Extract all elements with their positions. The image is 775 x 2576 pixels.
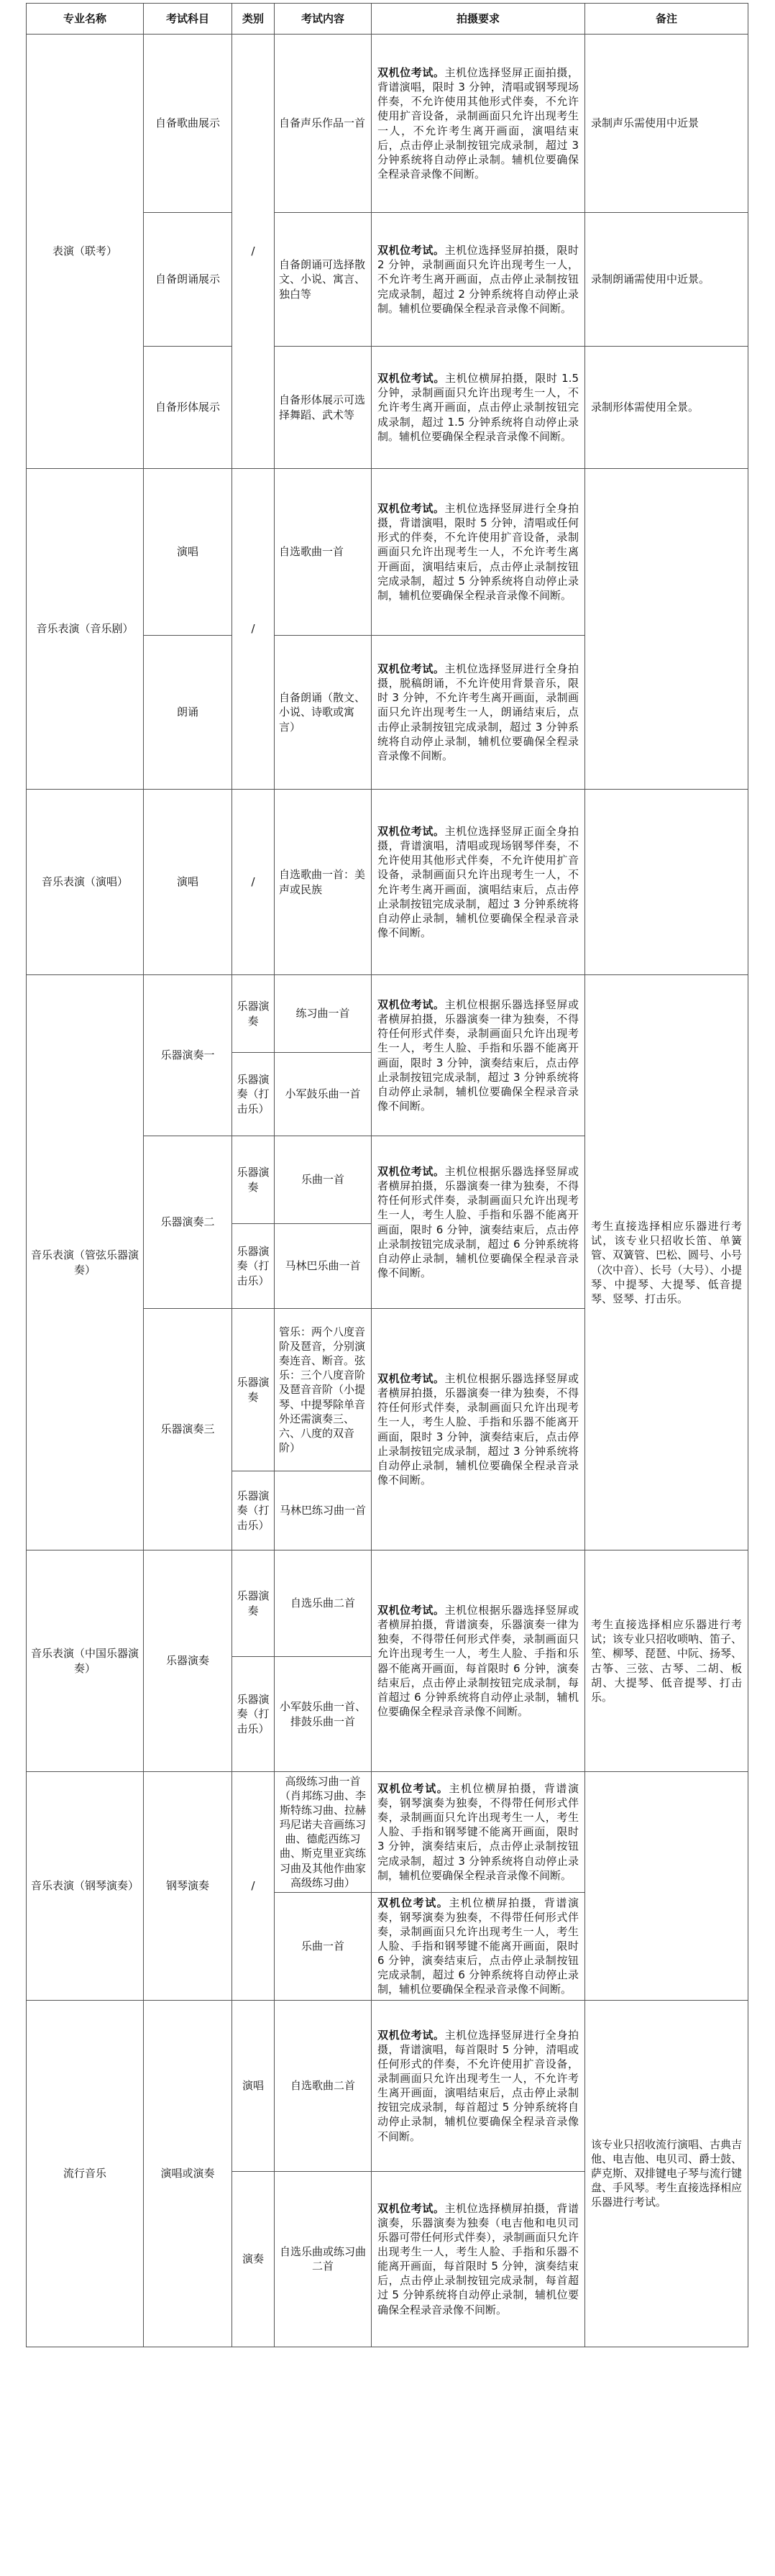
note-cell: 该专业只招收流行演唱、古典吉他、电吉他、电贝司、爵士鼓、萨克斯、双排键电子琴与流行键盘、手风琴。考生直接选择相应乐器进行考试。 — [585, 2000, 748, 2347]
table-row — [27, 35, 748, 213]
content-cell: 马林巴练习曲一首 — [275, 1471, 372, 1550]
requirements-text: 主机位选择竖屏进行全身拍摄，脱稿朗诵，不允许使用背景音乐，限时 3 分钟，不允许考生离开画面，录制画面只允许出现考生一人，朗诵结束后，点击停止录制按钮完成录制，超过 3 分钟系统将自动停止录制，辅机位要确保全程录音录像不间断。 — [377, 662, 579, 762]
dual-camera-tag: 双机位考试。 — [377, 662, 445, 676]
requirements-cell — [372, 975, 585, 1136]
major-cell: 音乐表演（管弦乐器演奏） — [27, 975, 144, 1550]
category-cell: 演唱 — [232, 2000, 275, 2171]
content-cell: 自选歌曲一首：美声或民族 — [275, 790, 372, 975]
subject-cell: 自备歌曲展示 — [144, 35, 232, 213]
content-cell: 自选歌曲二首 — [275, 2000, 372, 2171]
note-cell: 录制朗诵需使用中近景。 — [585, 213, 748, 347]
note-cell: 录制形体需使用全景。 — [585, 347, 748, 469]
requirements-cell — [372, 636, 585, 790]
requirements-text: 主机位横屏拍摄，背谱演奏，钢琴演奏为独奏，不得带任何形式伴奏，录制画面只允许出现考生一人，考生人脸、手指和钢琴键不能离开画面，限时 6 分钟，演奏结束后，点击停止录制按钮完成录制，超过 6 分钟系统将自动停止录制，辅机位要确保全程录音录像不间断。 — [377, 1896, 579, 1996]
content-cell: 乐曲一首 — [275, 1892, 372, 2000]
requirements-text: 主机位根据乐器选择竖屏或者横屏拍摄，乐器演奏一律为独奏，不得符任何形式伴奏，录制画面只允许出现考生一人，考生人脸、手指和乐器不能离开画面，限时 3 分钟，演奏结束后，点击停止录制按钮完成录制，超过 3 分钟系统将自动停止录制，辅机位要确保全程录音录像不间断。 — [377, 998, 579, 1113]
table-row — [27, 1550, 748, 1657]
header-subject: 考试科目 — [144, 4, 232, 35]
requirements-cell — [372, 1309, 585, 1550]
requirements-text: 主机位选择竖屏拍摄，限时 2 分钟，录制画面只允许出现考生一人，不允许考生离开画面，点击停止录制按钮完成录制，超过 2 分钟系统将自动停止录制。辅机位要确保全程录音录像不间断。 — [377, 244, 579, 315]
major-cell: 表演（联考） — [27, 35, 144, 469]
note-cell: 录制声乐需使用中近景 — [585, 35, 748, 213]
subject-cell: 乐器演奏二 — [144, 1136, 232, 1309]
content-cell: 马林巴乐曲一首 — [275, 1224, 372, 1309]
requirements-cell — [372, 1892, 585, 2000]
category-cell: 乐器演奏（打击乐） — [232, 1657, 275, 1772]
subject-cell: 乐器演奏三 — [144, 1309, 232, 1550]
major-cell: 音乐表演（音乐剧） — [27, 469, 144, 790]
requirements-text: 主机位选择竖屏正面全身拍摄，背谱演唱，清唱或现场钢琴伴奏，不允许使用其他形式伴奏，不允许使用扩音设备，录制画面只允许出现考生一人，不允许考生离开画面，演唱结束后，点击停止录制按钮完成录制，超过 3 分钟系统将自动停止录制，辅机位要确保全程录音录像不间断。 — [377, 825, 579, 939]
subject-cell: 演唱 — [144, 790, 232, 975]
note-cell — [585, 790, 748, 975]
content-cell: 管乐：两个八度音阶及琶音，分别演奏连音、断音。弦乐：三个八度音阶及琶音音阶（小提琴、中提琴除单音外还需演奏三、六、八度的双音阶） — [275, 1309, 372, 1471]
category-cell: 乐器演奏 — [232, 1309, 275, 1471]
dual-camera-tag: 双机位考试。 — [377, 1372, 445, 1386]
note-cell: 考生直接选择相应乐器进行考试，该专业只招收长笛、单簧管、双簧管、巴松、圆号、小号（次中音）、长号（大号）、小提琴、中提琴、大提琴、低音提琴、竖琴、打击乐。 — [585, 975, 748, 1550]
dual-camera-tag: 双机位考试。 — [377, 825, 445, 839]
category-cell: 演奏 — [232, 2171, 275, 2347]
subject-cell: 朗诵 — [144, 636, 232, 790]
dual-camera-tag: 双机位考试。 — [377, 1896, 449, 1909]
content-cell: 自备形体展示可选择舞蹈、武术等 — [275, 347, 372, 469]
exam-requirements-table — [26, 3, 748, 2347]
major-cell: 流行音乐 — [27, 2000, 144, 2347]
requirements-text: 主机位根据乐器选择竖屏或者横屏拍摄，背谱演奏，乐器演奏一律为独奏，不得带任何形式伴奏，录制画面只允许出现考生一人，考生人脸、手指和乐器不能离开画面，每首限时 6 分钟，演奏结束后，点击停止录制按钮完成录制，每首超过 6 分钟系统将自动停止录制，辅机位要确保全程录音录像不间断。 — [377, 1604, 579, 1718]
dual-camera-tag: 双机位考试。 — [377, 1165, 445, 1179]
note-cell: 考生直接选择相应乐器进行考试；该专业只招收唢呐、笛子、笙、柳琴、琵琶、中阮、扬琴、古筝、三弦、古琴、二胡、板胡、大提琴、低音提琴、打击乐。 — [585, 1550, 748, 1772]
category-cell: 乐器演奏（打击乐） — [232, 1053, 275, 1136]
requirements-cell — [372, 347, 585, 469]
dual-camera-tag: 双机位考试。 — [377, 1604, 445, 1617]
content-cell: 高级练习曲一首（肖邦练习曲、李斯特练习曲、拉赫玛尼诺夫音画练习曲、德彪西练习曲、斯克里亚宾练习曲及其他作曲家高级练习曲） — [275, 1772, 372, 1893]
dual-camera-tag: 双机位考试。 — [377, 1782, 449, 1796]
content-cell: 自选乐曲或练习曲二首 — [275, 2171, 372, 2347]
requirements-text: 主机位选择竖屏进行全身拍摄，背谱演唱，每首限时 5 分钟，清唱或任何形式的伴奏，不允许使用扩音设备，录制画面只允许出现考生一人，不允许考生离开画面，演唱结束后，点击停止录制按钮完成录制，每首超过 5 分钟系统将自动停止录制，辅机位要确保全程录音录像不间断。 — [377, 2028, 579, 2143]
requirements-text: 主机位选择竖屏正面拍摄，背谱演唱，限时 3 分钟，清唱或钢琴现场伴奏，不允许使用其他形式伴奏，不允许使用扩音设备，录制画面只允许出现考生一人，不允许考生离开画面，演唱结束后，点击停止录制按钮完成录制，超过 3 分钟系统将自动停止录制。辅机位要确保全程录音录像不间断。 — [377, 66, 579, 181]
content-cell: 练习曲一首 — [275, 975, 372, 1053]
subject-cell: 乐器演奏 — [144, 1550, 232, 1772]
subject-cell: 演唱 — [144, 469, 232, 636]
header-requirements: 拍摄要求 — [372, 4, 585, 35]
category-cell: 乐器演奏 — [232, 975, 275, 1053]
note-cell — [585, 469, 748, 790]
header-content: 考试内容 — [275, 4, 372, 35]
category-cell: / — [232, 1772, 275, 2001]
content-cell: 小军鼓乐曲一首、排鼓乐曲一首 — [275, 1657, 372, 1772]
content-cell: 自备朗诵（散文、小说、诗歌或寓言） — [275, 636, 372, 790]
category-cell: 乐器演奏（打击乐） — [232, 1224, 275, 1309]
dual-camera-tag: 双机位考试。 — [377, 2201, 445, 2215]
category-cell: 乐器演奏 — [232, 1550, 275, 1657]
category-cell: / — [232, 790, 275, 975]
subject-cell: 乐器演奏一 — [144, 975, 232, 1136]
content-cell: 乐曲一首 — [275, 1136, 372, 1224]
table-row — [27, 790, 748, 975]
dual-camera-tag: 双机位考试。 — [377, 372, 446, 385]
subject-cell: 钢琴演奏 — [144, 1772, 232, 2001]
requirements-cell — [372, 2000, 585, 2171]
requirements-cell — [372, 1550, 585, 1772]
category-cell: / — [232, 469, 275, 790]
dual-camera-tag: 双机位考试。 — [377, 244, 445, 257]
requirements-cell — [372, 2171, 585, 2347]
category-cell: 乐器演奏 — [232, 1136, 275, 1224]
content-cell: 自选歌曲一首 — [275, 469, 372, 636]
table-row — [27, 2000, 748, 2171]
requirements-cell — [372, 469, 585, 636]
subject-cell: 自备朗诵展示 — [144, 213, 232, 347]
requirements-cell — [372, 790, 585, 975]
category-cell: / — [232, 35, 275, 469]
header-major: 专业名称 — [27, 4, 144, 35]
table-header-row — [27, 4, 748, 35]
requirements-text: 主机位选择横屏拍摄，背谱演奏，乐器演奏为独奏（电吉他和电贝司乐器可带任何形式伴奏），录制画面只允许出现考生一人，考生人脸、手指和乐器不能离开画面，每首限时 5 分钟，演奏结束后，点击停止录制按钮完成录制，每首超过 5 分钟系统将自动停止录制，辅机位要确保全程录音录像不间断。 — [377, 2201, 579, 2316]
requirements-text: 主机位横屏拍摄，限时 1.5 分钟，录制画面只允许出现考生一人，不允许考生离开画面，点击停止录制按钮完成录制，超过 1.5 分钟系统将自动停止录制。辅机位要确保全程录音录像不间断。 — [377, 372, 579, 443]
table-row — [27, 975, 748, 1053]
major-cell: 音乐表演（钢琴演奏） — [27, 1772, 144, 2001]
major-cell: 音乐表演（演唱） — [27, 790, 144, 975]
subject-cell: 自备形体展示 — [144, 347, 232, 469]
table-row — [27, 1772, 748, 1893]
content-cell: 自选乐曲二首 — [275, 1550, 372, 1657]
header-notes: 备注 — [585, 4, 748, 35]
requirements-text: 主机位根据乐器选择竖屏或者横屏拍摄，乐器演奏一律为独奏，不得符任何形式伴奏，录制画面只允许出现考生一人，考生人脸、手指和乐器不能离开画面，限时 6 分钟，演奏结束后，点击停止录制按钮完成录制，超过 6 分钟系统将自动停止录制，辅机位要确保全程录音录像不间断。 — [377, 1165, 579, 1279]
requirements-text: 主机位选择竖屏进行全身拍摄，背谱演唱，限时 5 分钟，清唱或任何形式的伴奏，不允许使用扩音设备，录制画面只允许出现考生一人，不允许考生离开画面，演唱结束后，点击停止录制按钮完成录制，超过 5 分钟系统将自动停止录制，辅机位要确保全程录音录像不间断。 — [377, 502, 579, 602]
requirements-cell — [372, 35, 585, 213]
requirements-cell — [372, 1136, 585, 1309]
dual-camera-tag: 双机位考试。 — [377, 66, 445, 80]
note-cell — [585, 1772, 748, 2001]
dual-camera-tag: 双机位考试。 — [377, 2028, 445, 2042]
dual-camera-tag: 双机位考试。 — [377, 502, 445, 516]
requirements-cell — [372, 213, 585, 347]
content-cell: 小军鼓乐曲一首 — [275, 1053, 372, 1136]
content-cell: 自备朗诵可选择散文、小说、寓言、独白等 — [275, 213, 372, 347]
content-cell: 自备声乐作品一首 — [275, 35, 372, 213]
subject-cell: 演唱或演奏 — [144, 2000, 232, 2347]
dual-camera-tag: 双机位考试。 — [377, 998, 445, 1012]
header-category: 类别 — [232, 4, 275, 35]
major-cell: 音乐表演（中国乐器演奏） — [27, 1550, 144, 1772]
table-row — [27, 469, 748, 636]
category-cell: 乐器演奏（打击乐） — [232, 1471, 275, 1550]
requirements-text: 主机位横屏拍摄，背谱演奏，钢琴演奏为独奏，不得带任何形式伴奏，录制画面只允许出现考生一人，考生人脸、手指和钢琴键不能离开画面，限时 3 分钟，演奏结束后，点击停止录制按钮完成录制，超过 3 分钟系统将自动停止录制，辅机位要确保全程录音录像不间断。 — [377, 1782, 579, 1882]
requirements-cell — [372, 1772, 585, 1893]
requirements-text: 主机位根据乐器选择竖屏或者横屏拍摄，乐器演奏一律为独奏，不得符任何形式伴奏，录制画面只允许出现考生一人，考生人脸、手指和乐器不能离开画面，限时 3 分钟，演奏结束后，点击停止录制按钮完成录制，超过 3 分钟系统将自动停止录制，辅机位要确保全程录音录像不间断。 — [377, 1372, 579, 1486]
